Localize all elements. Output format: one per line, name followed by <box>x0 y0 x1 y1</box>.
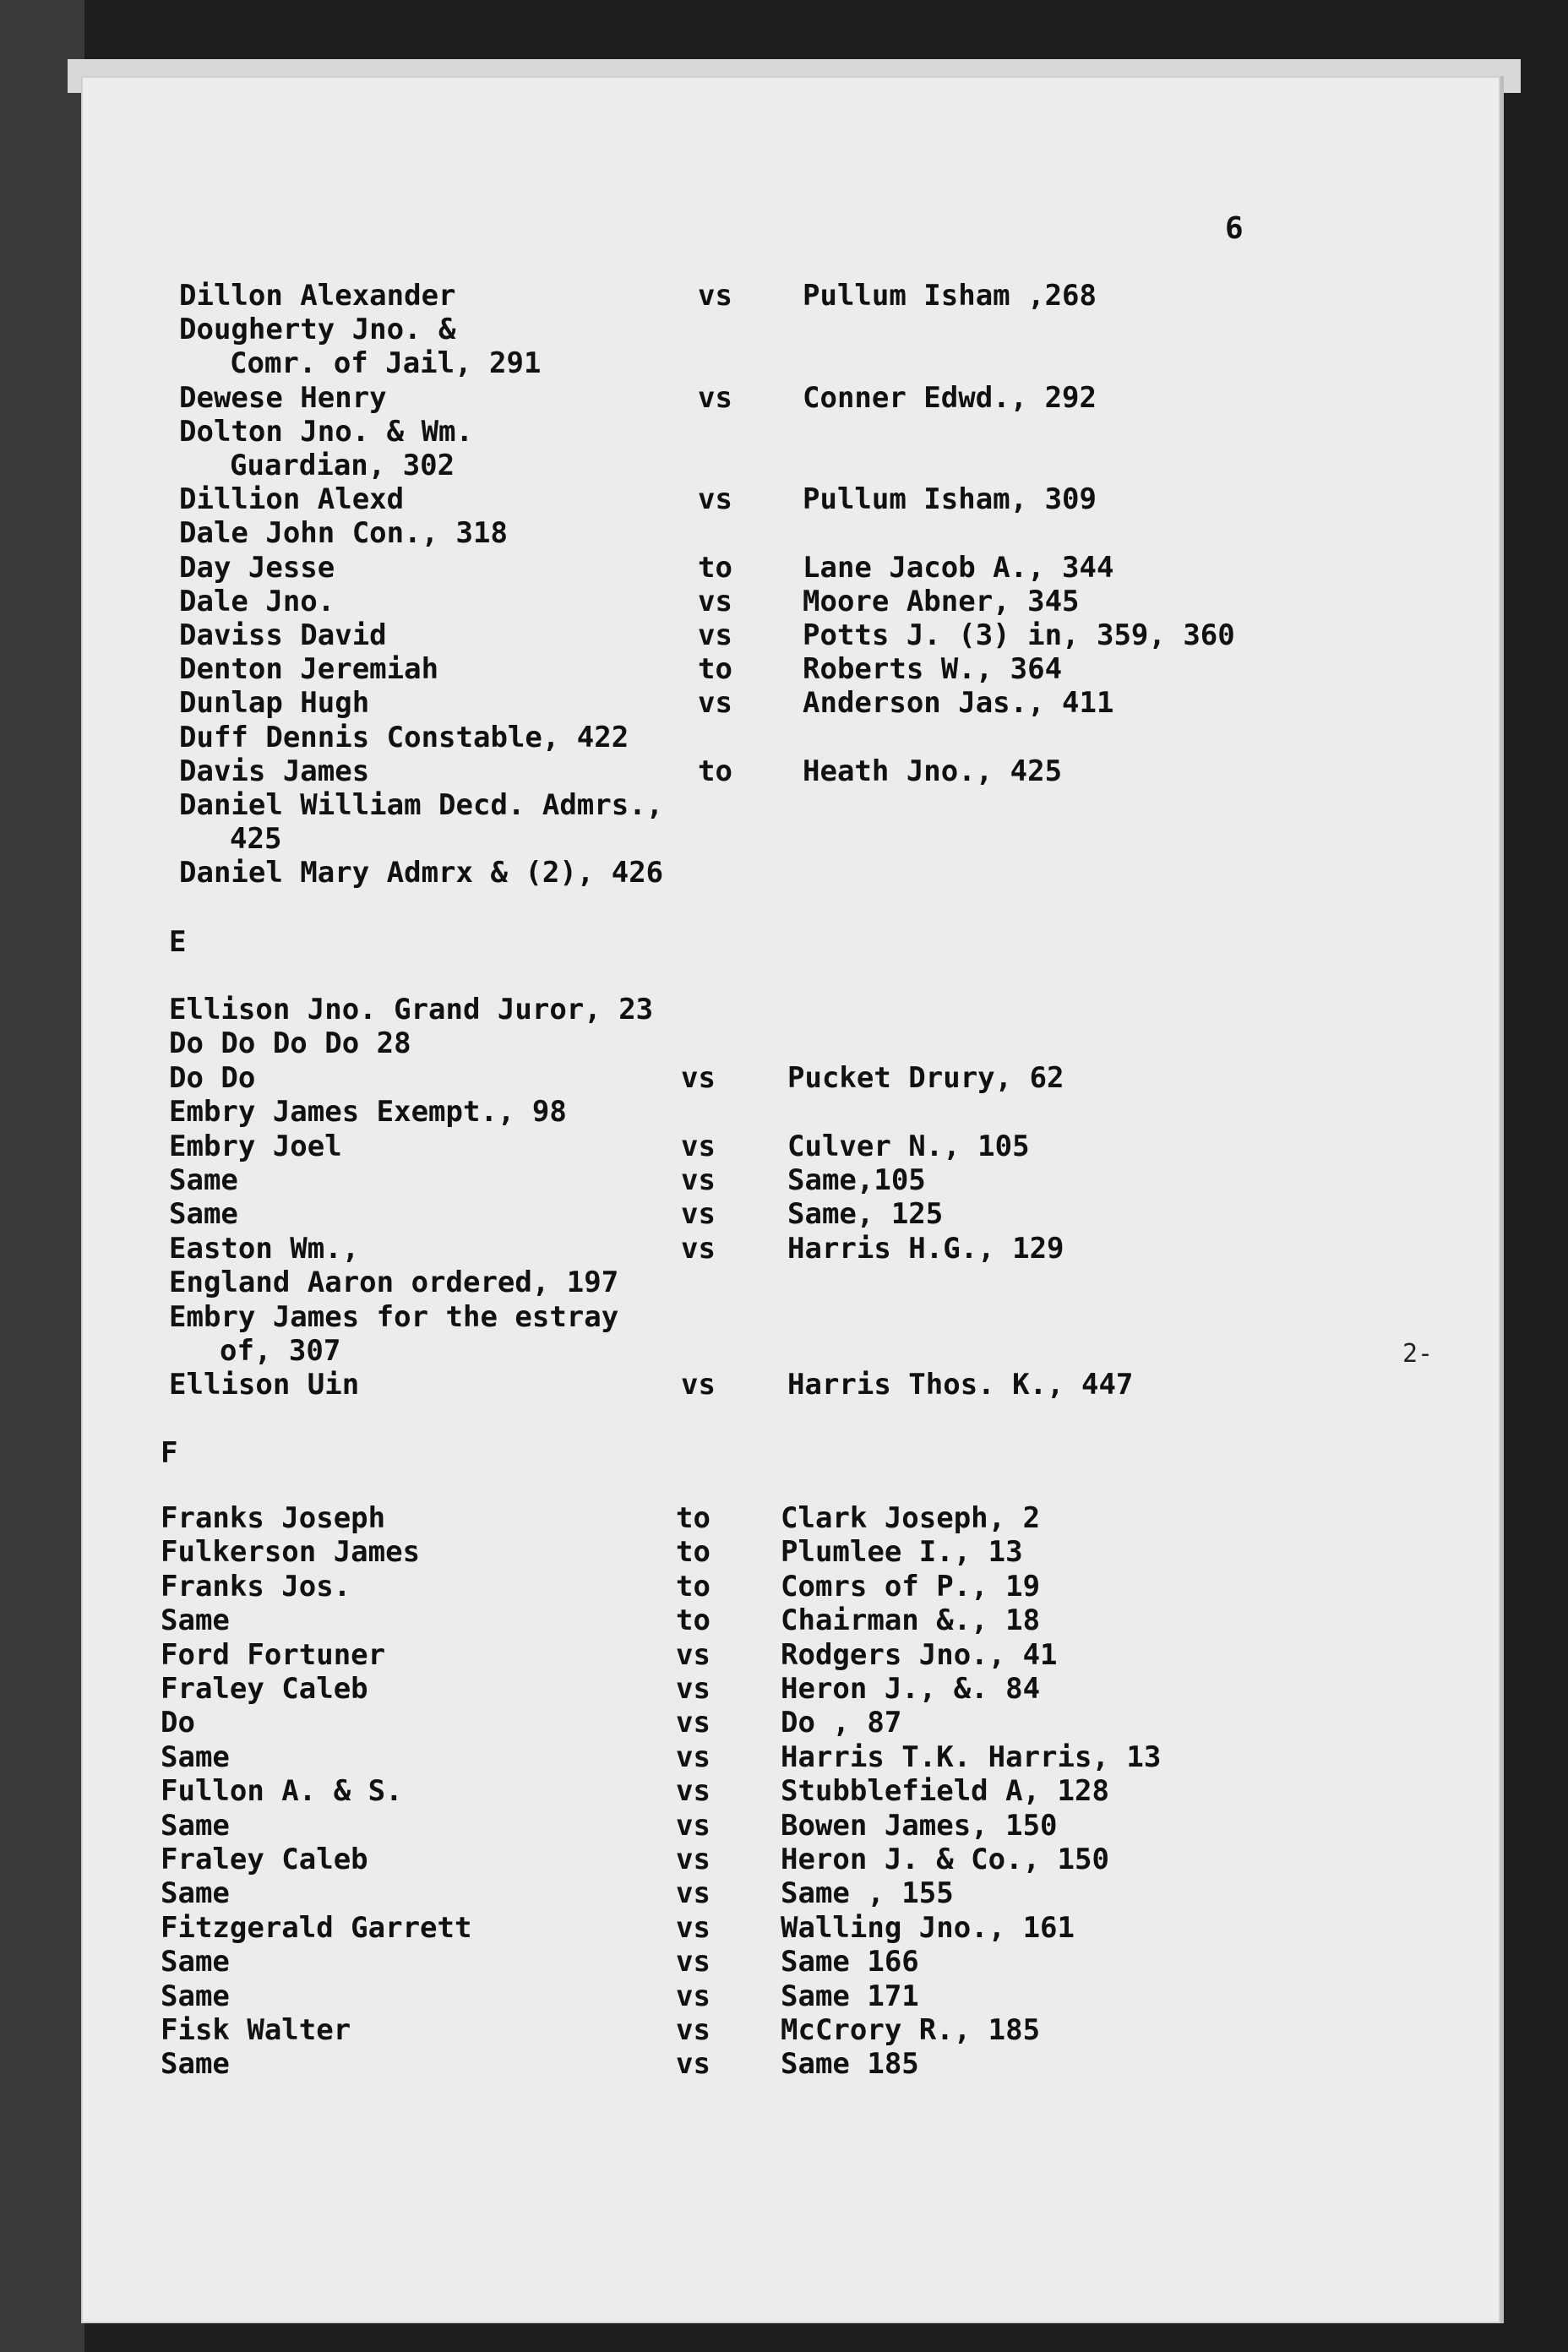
entry-relation: vs <box>676 1672 710 1706</box>
entry-name: Dewese Henry <box>179 380 387 415</box>
entry-name: Dale Jno. <box>179 584 335 618</box>
entry-relation: vs <box>676 1843 710 1876</box>
entry-party: Do , 87 <box>781 1706 902 1740</box>
entry-relation: vs <box>698 482 732 517</box>
entry-relation: vs <box>676 1876 710 1911</box>
entry-party: Clark Joseph, 2 <box>781 1501 1041 1535</box>
entry-name: England Aaron ordered, 197 <box>169 1266 619 1300</box>
margin-mark: 2- <box>1402 1339 1434 1369</box>
entry-name: Davis James <box>179 754 370 788</box>
entry-name: Fulkerson James <box>161 1535 421 1570</box>
entry-name: Dillion Alexd <box>179 482 405 517</box>
entry-name: Same <box>161 1808 230 1843</box>
entry-name: Dougherty Jno. & <box>179 313 456 347</box>
entry-relation: vs <box>698 380 732 415</box>
entry-party: Bowen James, 150 <box>781 1808 1058 1843</box>
entry-relation: vs <box>676 1637 710 1672</box>
entry-name: Same <box>161 1945 230 1979</box>
page-number: 6 <box>1225 211 1244 246</box>
entry-name: Dillon Alexander <box>179 279 456 313</box>
entry-relation: vs <box>681 1231 716 1266</box>
entry-party: Pucket Drury, 62 <box>787 1060 1064 1095</box>
entry-name: Do Do Do Do 28 <box>169 1026 411 1061</box>
entry-party: Anderson Jas., 411 <box>803 686 1114 721</box>
entry-party: Lane Jacob A., 344 <box>803 550 1114 585</box>
entry-party: Same,105 <box>787 1163 926 1197</box>
entry-party: Heron J. & Co., 150 <box>781 1843 1109 1876</box>
entry-name: Daviss David <box>179 618 387 652</box>
entry-party: Same 171 <box>781 1979 919 2013</box>
entry-party: Same, 125 <box>787 1197 944 1232</box>
entry-relation: vs <box>681 1163 716 1197</box>
entry-relation: vs <box>676 2047 710 2082</box>
entry-name: 425 <box>230 822 282 857</box>
entry-relation: vs <box>676 1774 710 1809</box>
entry-party: Rodgers Jno., 41 <box>781 1637 1058 1672</box>
entry-name: Do <box>161 1706 195 1740</box>
entry-party: Stubblefield A, 128 <box>781 1774 1109 1809</box>
entry-name: Franks Joseph <box>161 1501 386 1535</box>
entry-name: Guardian, 302 <box>230 449 455 482</box>
entry-party: Pullum Isham ,268 <box>803 279 1097 313</box>
entry-name: Embry James Exempt., 98 <box>169 1095 567 1130</box>
entry-party: McCrory R., 185 <box>781 2013 1041 2047</box>
entry-party: Harris H.G., 129 <box>787 1231 1064 1266</box>
section-heading-f: F <box>161 1436 178 1470</box>
entry-party: Heath Jno., 425 <box>803 754 1063 788</box>
entry-party: Harris Thos. K., 447 <box>787 1368 1134 1402</box>
entry-name: Easton Wm., <box>169 1231 360 1266</box>
entry-relation: to <box>698 754 732 788</box>
entry-relation: vs <box>676 1910 710 1945</box>
entry-relation: vs <box>681 1368 716 1402</box>
entry-name: Franks Jos. <box>161 1569 351 1603</box>
entry-name: Dolton Jno. & Wm. <box>179 414 473 449</box>
entry-party: Culver N., 105 <box>787 1129 1030 1163</box>
entry-party: Roberts W., 364 <box>803 652 1063 687</box>
entry-relation: vs <box>676 1706 710 1740</box>
entry-name: Comr. of Jail, 291 <box>230 346 542 381</box>
entry-name: Denton Jeremiah <box>179 652 439 687</box>
entry-relation: vs <box>676 1945 710 1979</box>
entry-relation: vs <box>676 1808 710 1843</box>
entry-name: Same <box>161 1979 230 2013</box>
entry-name: Ellison Uin <box>169 1368 360 1402</box>
entry-relation: vs <box>698 584 732 618</box>
entry-relation: to <box>698 652 732 687</box>
entry-name: Same <box>169 1197 238 1232</box>
entry-name: Fisk Walter <box>161 2013 351 2047</box>
entry-relation: vs <box>681 1197 716 1232</box>
entry-party: Heron J., &. 84 <box>781 1672 1041 1706</box>
entry-party: Pullum Isham, 309 <box>803 482 1097 517</box>
entry-relation: vs <box>698 686 732 721</box>
entry-name: Embry Joel <box>169 1129 342 1163</box>
entry-relation: vs <box>698 618 732 652</box>
entry-relation: to <box>676 1603 710 1638</box>
entry-name: Fullon A. & S. <box>161 1774 403 1809</box>
entry-party: Plumlee I., 13 <box>781 1535 1023 1570</box>
entry-name: Dunlap Hugh <box>179 686 370 721</box>
entry-party: Moore Abner, 345 <box>803 584 1080 618</box>
entry-name: Embry James for the estray <box>169 1299 619 1334</box>
entry-name: Same <box>169 1163 238 1197</box>
entry-name: Same <box>161 1876 230 1911</box>
entry-name: Ellison Jno. Grand Juror, 23 <box>169 993 654 1026</box>
entry-name: Fraley Caleb <box>161 1843 368 1876</box>
entry-relation: vs <box>676 2013 710 2047</box>
entry-party: Potts J. (3) in, 359, 360 <box>803 618 1235 652</box>
entry-party: Chairman &., 18 <box>781 1603 1041 1638</box>
entry-relation: vs <box>676 1979 710 2013</box>
entry-name: Same <box>161 1603 230 1638</box>
entry-party: Walling Jno., 161 <box>781 1910 1075 1945</box>
entry-relation: vs <box>698 279 732 313</box>
entry-party: Harris T.K. Harris, 13 <box>781 1740 1162 1774</box>
entry-name: Fraley Caleb <box>161 1672 368 1706</box>
entry-relation: to <box>676 1535 710 1570</box>
entry-name: of, 307 <box>220 1334 341 1368</box>
entry-name: Ford Fortuner <box>161 1637 386 1672</box>
scan-left-border <box>0 0 84 2352</box>
entry-party: Same 166 <box>781 1945 919 1979</box>
entry-party: Comrs of P., 19 <box>781 1569 1041 1603</box>
entry-party: Same 185 <box>781 2047 919 2082</box>
entry-name: Same <box>161 2047 230 2082</box>
entry-relation: vs <box>681 1129 716 1163</box>
entry-name: Duff Dennis Constable, 422 <box>179 720 629 754</box>
entry-name: Fitzgerald Garrett <box>161 1910 472 1945</box>
entry-name: Day Jesse <box>179 550 335 585</box>
entry-relation: vs <box>681 1060 716 1095</box>
entry-party: Conner Edwd., 292 <box>803 380 1097 415</box>
entry-relation: to <box>698 550 732 585</box>
entry-relation: to <box>676 1501 710 1535</box>
entry-name: Do Do <box>169 1060 256 1095</box>
entry-name: Daniel William Decd. Admrs., <box>179 788 664 822</box>
section-heading-e: E <box>169 925 187 959</box>
entry-party: Same , 155 <box>781 1876 954 1911</box>
entry-name: Same <box>161 1740 230 1774</box>
entry-relation: to <box>676 1569 710 1603</box>
entry-name: Daniel Mary Admrx & (2), 426 <box>179 856 664 890</box>
entry-name: Dale John Con., 318 <box>179 516 508 551</box>
entry-relation: vs <box>676 1740 710 1774</box>
